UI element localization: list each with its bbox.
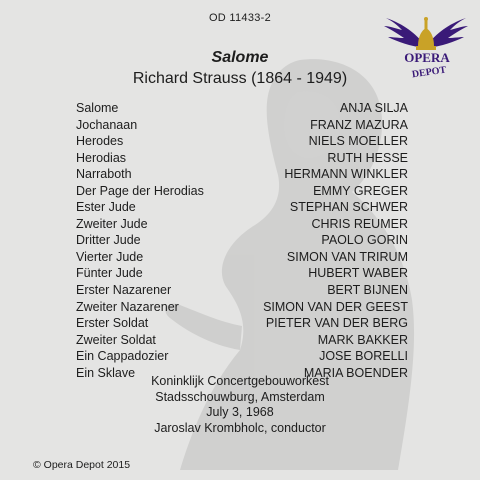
cast-row	[76, 265, 408, 282]
singer-name: ANJA SILJA	[339, 101, 408, 115]
singer-name: CHRIS REUMER	[311, 216, 408, 231]
cast-row	[76, 282, 408, 299]
cast-row	[76, 199, 408, 216]
role-name: Zweiter Jude	[76, 216, 148, 231]
performance-credits	[0, 374, 480, 436]
performance-date: July 3, 1968	[206, 405, 274, 420]
singer-name: SIMON VAN DER GEEST	[263, 299, 408, 314]
singer-name: MARK BAKKER	[317, 332, 408, 347]
singer-name: STEPHAN SCHWER	[289, 200, 408, 215]
singer-name: SIMON VAN TRIRUM	[286, 249, 408, 264]
role-name: Narraboth	[76, 167, 132, 182]
catalog-number: OD 11433-2	[208, 12, 272, 24]
copyright-notice: © Opera Depot 2015	[33, 459, 131, 471]
singer-name: MARIA BOENDER	[303, 365, 408, 380]
cast-row	[76, 232, 408, 249]
cast-row	[76, 249, 408, 266]
cast-row	[76, 166, 408, 183]
cast-row	[76, 150, 408, 167]
singer-name: HERMANN WINKLER	[284, 167, 408, 182]
cast-row	[76, 183, 408, 200]
role-name: Jochanaan	[76, 117, 138, 132]
singer-name: PAOLO GORIN	[321, 233, 408, 248]
role-name: Zweiter Nazarener	[76, 299, 179, 314]
singer-name: PIETER VAN DER BERG	[265, 316, 408, 331]
singer-name: RUTH HESSE	[327, 150, 408, 165]
role-name: Ein Sklave	[76, 365, 136, 380]
role-name: Vierter Jude	[76, 249, 144, 264]
orchestra-name: Koninklijk Concertgebouworkest	[151, 374, 329, 388]
role-name: Ester Jude	[76, 200, 136, 215]
role-name: Ein Cappadozier	[76, 349, 169, 364]
cast-row	[76, 299, 408, 316]
singer-name: JOSE BORELLI	[319, 349, 408, 364]
role-name: Dritter Jude	[76, 233, 141, 248]
composer-line: Richard Strauss (1864 - 1949)	[132, 70, 348, 87]
cast-row	[76, 348, 408, 365]
conductor-name: Jaroslav Krombholc, conductor	[154, 420, 326, 435]
role-name: Zweiter Soldat	[76, 332, 156, 347]
singer-name: EMMY GREGER	[313, 183, 408, 198]
singer-name: FRANZ MAZURA	[310, 117, 408, 132]
singer-name: BERT BIJNEN	[327, 283, 408, 298]
cast-row	[76, 100, 408, 117]
logo-text-opera: OPERA	[404, 50, 450, 65]
role-name: Erster Nazarener	[76, 283, 172, 298]
cast-row	[76, 117, 408, 134]
cast-row	[76, 133, 408, 150]
role-name: Der Page der Herodias	[76, 183, 204, 198]
cast-list	[76, 100, 408, 381]
opera-title: Salome	[211, 49, 269, 66]
logo-text-depot: DEPOT	[411, 64, 447, 81]
cast-row	[76, 216, 408, 233]
singer-name: HUBERT WABER	[308, 266, 408, 281]
role-name: Salome	[76, 101, 119, 115]
role-name: Erster Soldat	[76, 316, 149, 331]
cast-row	[76, 315, 408, 332]
role-name: Herodes	[76, 134, 124, 149]
venue-name: Stadsschouwburg, Amsterdam	[155, 389, 325, 404]
role-name: Fünter Jude	[76, 266, 143, 281]
singer-name: NIELS MOELLER	[308, 134, 408, 149]
cast-row	[76, 332, 408, 349]
role-name: Herodias	[76, 150, 127, 165]
